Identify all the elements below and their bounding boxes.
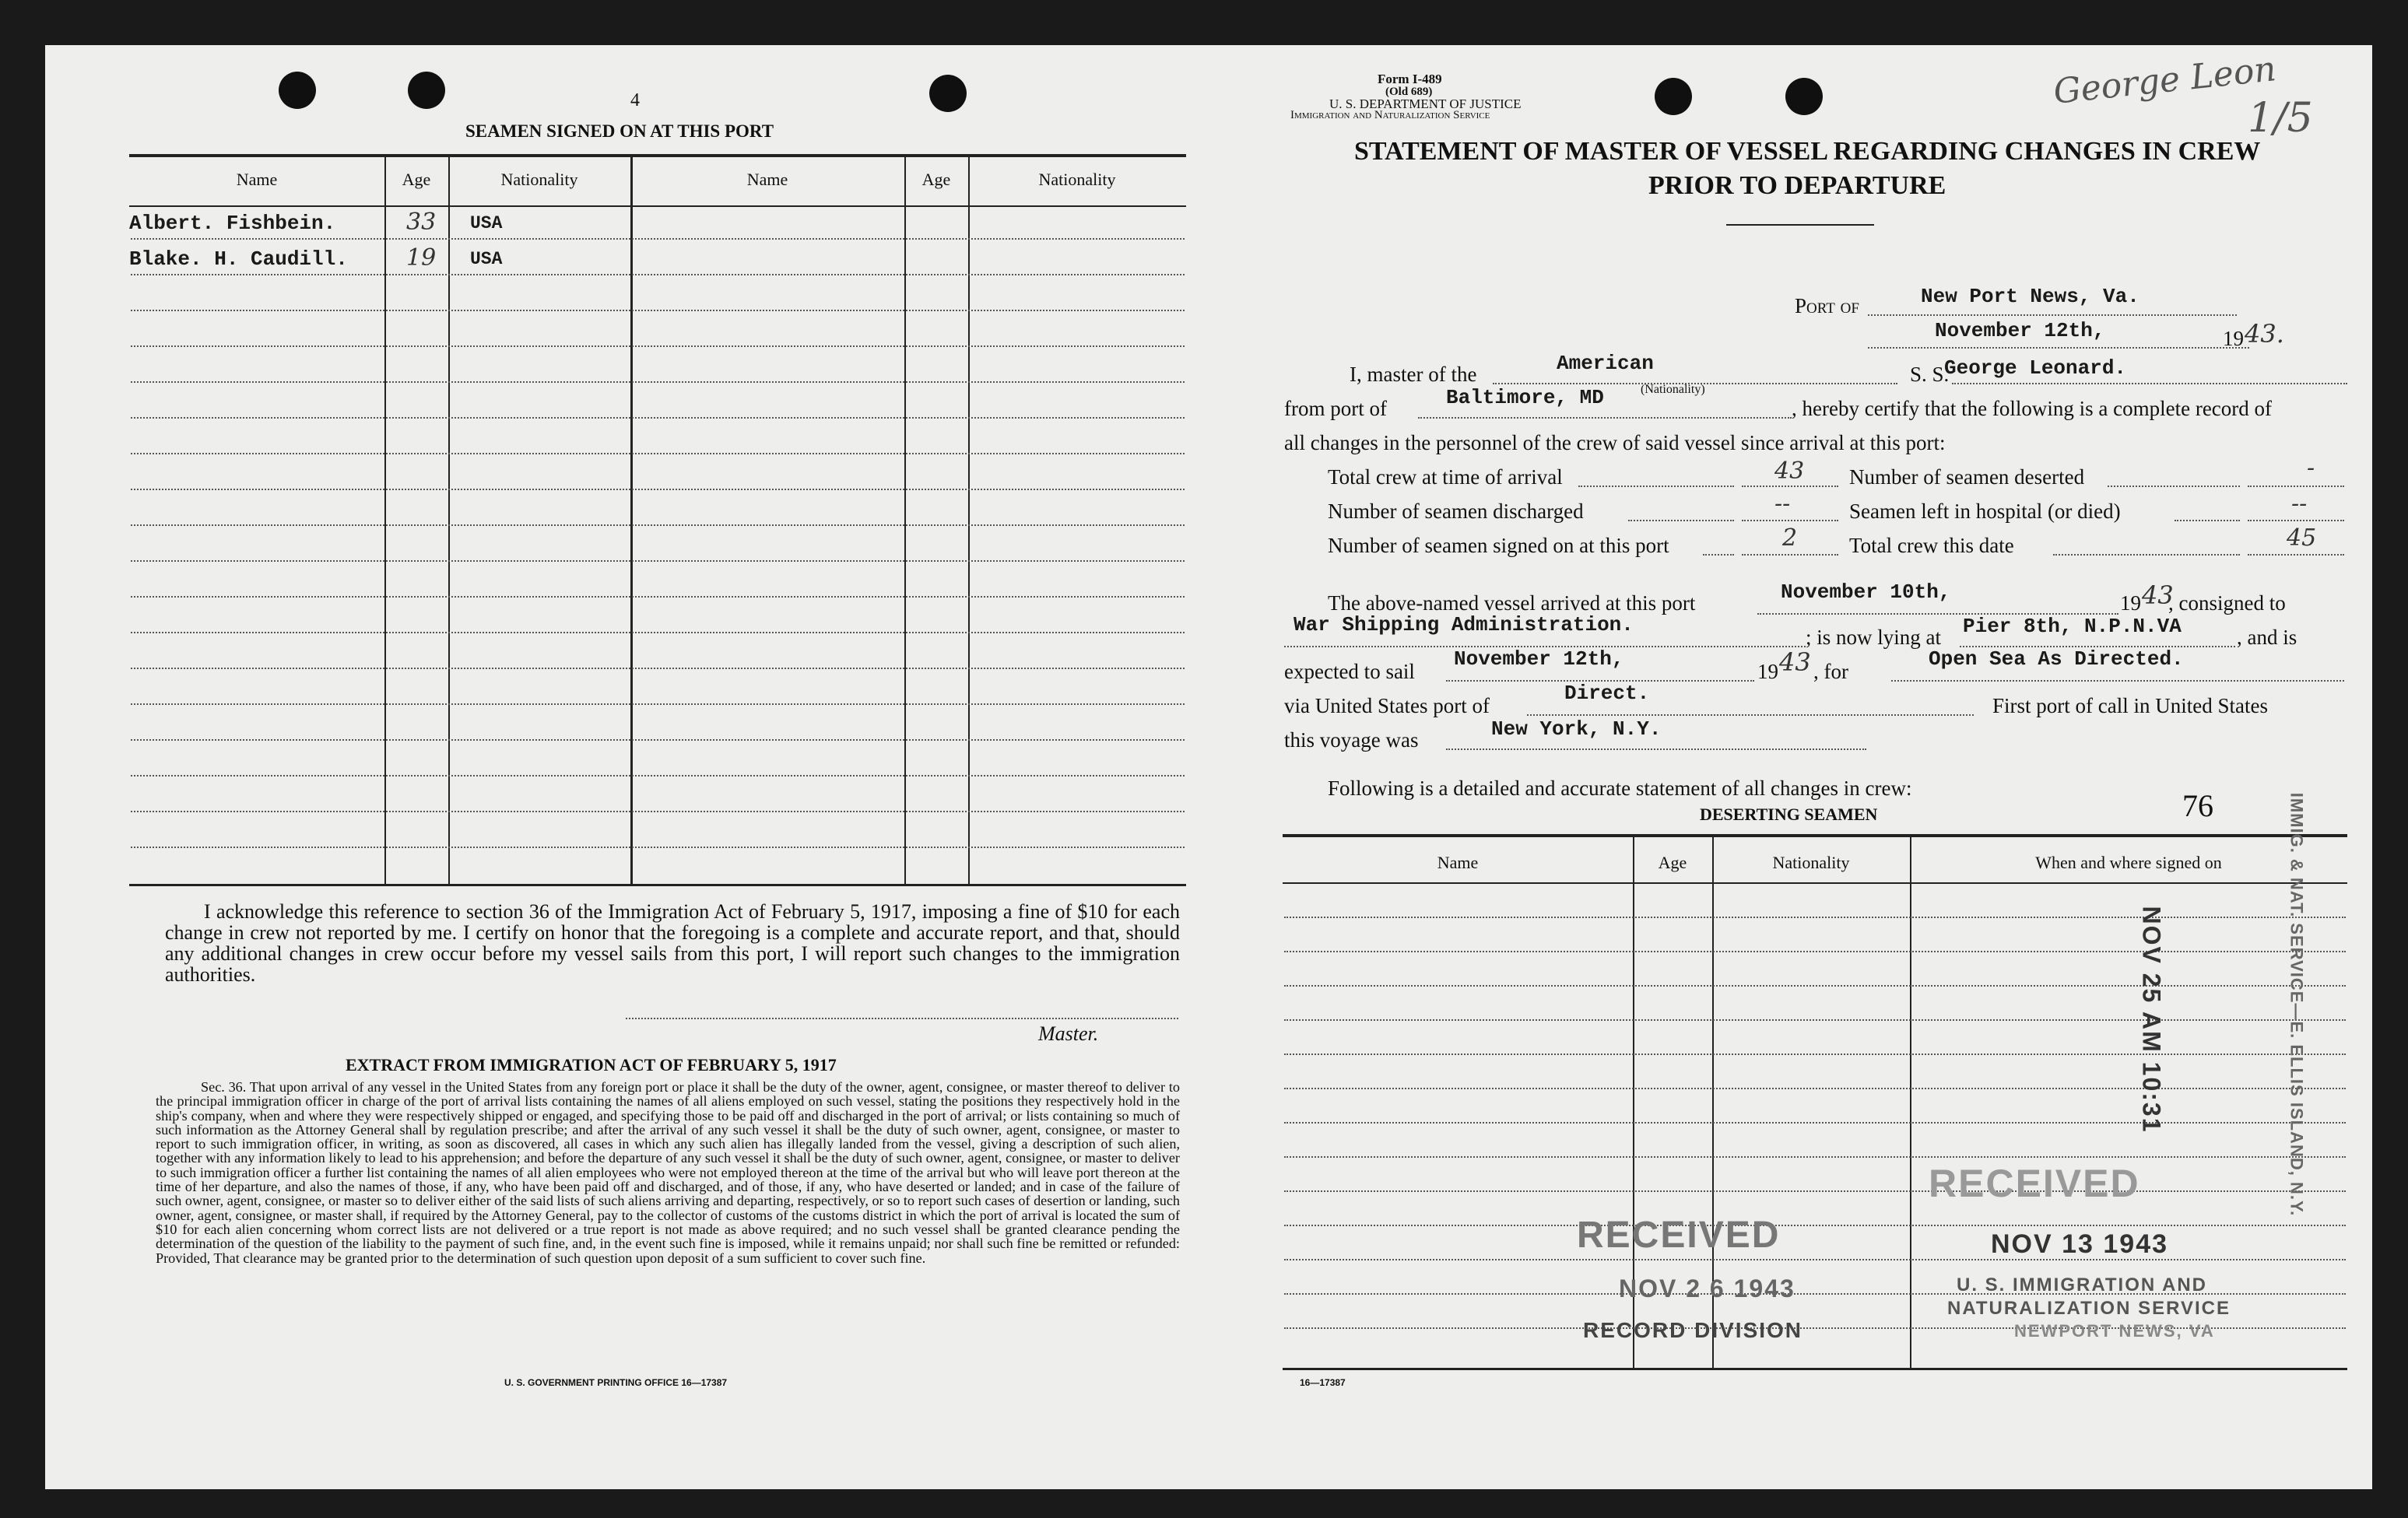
table-top-rule bbox=[129, 154, 1186, 157]
deserting-row-rule bbox=[1284, 917, 2346, 918]
via-port: Direct. bbox=[1564, 682, 1650, 705]
table-row-rule bbox=[131, 453, 1185, 454]
document-sheet bbox=[45, 45, 2372, 1489]
year-prefix: 19 bbox=[2223, 327, 2244, 350]
hospital-label: Seamen left in hospital (or died) bbox=[1849, 500, 2121, 523]
table-row-rule bbox=[131, 596, 1185, 598]
deserting-table-top-rule bbox=[1283, 834, 2347, 837]
deserting-header-name: Name bbox=[1437, 853, 1479, 872]
value-line bbox=[1742, 554, 1838, 556]
deserting-row-rule bbox=[1284, 1053, 2346, 1055]
this-voyage-label: this voyage was bbox=[1284, 728, 1419, 752]
punch-hole bbox=[408, 72, 445, 109]
vertical-service-stamp: IMMIG. & NAT. SERVICE—E. ELLIS ISLAND, N.Y. bbox=[2287, 792, 2307, 1217]
printer-imprint: U. S. GOVERNMENT PRINTING OFFICE 16—17387 bbox=[504, 1377, 728, 1388]
deserting-row-rule bbox=[1284, 1259, 2346, 1260]
ship-name: George Leonard. bbox=[1944, 356, 2127, 380]
column-header-name: Name bbox=[236, 170, 278, 189]
table-row-rule bbox=[131, 847, 1185, 848]
table-row-rule bbox=[131, 345, 1185, 347]
table-row-rule bbox=[131, 703, 1185, 705]
destination-line bbox=[1891, 680, 2344, 682]
deserting-header-when-where: When and where signed on bbox=[2035, 853, 2222, 872]
via-label: via United States port of bbox=[1284, 694, 1490, 717]
for-label: , for bbox=[1813, 660, 1848, 683]
arrived-date: November 10th, bbox=[1781, 580, 1951, 604]
handwritten-mark: 1/5 bbox=[2248, 95, 2313, 142]
seaman-name: Albert. Fishbein. bbox=[129, 212, 336, 235]
ss-label: S. S. bbox=[1910, 363, 1950, 386]
from-port-value: Baltimore, MD bbox=[1446, 386, 1604, 409]
punch-hole bbox=[1785, 78, 1823, 115]
deserting-row-rule bbox=[1284, 985, 2346, 987]
received-stamp-date: NOV 13 1943 bbox=[1991, 1229, 2169, 1259]
expected-label: expected to sail bbox=[1284, 660, 1415, 683]
total-crew-date-label: Total crew this date bbox=[1849, 534, 2014, 557]
discharged-label: Number of seamen discharged bbox=[1328, 500, 1584, 523]
port-value: New Port News, Va. bbox=[1921, 285, 2139, 308]
seaman-age: 19 bbox=[406, 244, 437, 272]
table-row-rule bbox=[131, 489, 1185, 490]
deserting-row-rule bbox=[1284, 951, 2346, 952]
date-line bbox=[1868, 347, 2249, 349]
seaman-name: Blake. H. Caudill. bbox=[129, 247, 348, 271]
arrived-label: The above-named vessel arrived at this port bbox=[1328, 591, 1696, 615]
column-header-name: Name bbox=[746, 170, 788, 189]
deserted-label: Number of seamen deserted bbox=[1849, 465, 2085, 489]
deserting-row-rule bbox=[1284, 1225, 2346, 1226]
leader-dots bbox=[1578, 486, 1734, 487]
deserting-row-rule bbox=[1284, 1156, 2346, 1158]
service-stamp-line: NATURALIZATION SERVICE bbox=[1947, 1298, 2231, 1319]
lying-label: ; is now lying at bbox=[1806, 626, 1941, 649]
from-port-line bbox=[1418, 417, 1792, 419]
table-row-rule bbox=[131, 238, 1185, 240]
page-number: 4 bbox=[630, 90, 640, 110]
ship-line bbox=[1952, 383, 2347, 384]
column-header-age: Age bbox=[402, 170, 431, 189]
value-line bbox=[1742, 520, 1838, 521]
deserting-column-divider bbox=[1910, 836, 1911, 1368]
seaman-nationality: USA bbox=[470, 213, 503, 233]
department-name: U. S. DEPARTMENT OF JUSTICE bbox=[1329, 96, 1522, 111]
punch-hole bbox=[279, 72, 316, 109]
table-row-rule bbox=[131, 668, 1185, 669]
deserting-header-age: Age bbox=[1658, 853, 1687, 872]
column-header-age: Age bbox=[921, 170, 951, 189]
deserting-row-rule bbox=[1284, 1190, 2346, 1192]
value-line bbox=[2248, 554, 2344, 556]
following-label: Following is a detailed and accurate statement of all changes in crew: bbox=[1328, 777, 1912, 800]
leader-dots bbox=[1703, 554, 1734, 556]
service-stamp-line: U. S. IMMIGRATION AND bbox=[1957, 1274, 2207, 1295]
arrived-year: 43 bbox=[2142, 580, 2174, 610]
table-header-rule bbox=[129, 205, 1186, 207]
extract-text: Sec. 36. That upon arrival of any vessel in the United States from any foreign port or place it shall be the duty of the owner, agent, consignee, or master thereof to deliver to the principal immigration officer in charge of the port of arrival lists containing the names of all aliens employed on such vessel, stating the positions they respectively hold in the ship's company, when and where they were respectively shipped or engaged, and specifying those to be paid off and discharged in the port of arrival; or lists containing so much of such information as the Attorney General shall by regulation prescribe; and after the arrival of any such vessel it shall be the duty of such owner, agent, consignee, or master to report to such immigration officer, in writing, as soon as discovered, all cases in which any such alien has illegally landed from the vessel, giving a description of such alien, together with any information likely to lead to his apprehension; and before the departure of any such vessel it shall be the duty of such owner, agent, consignee, or master to deliver to such immigration officer a further list containing the names of all alien employees who were not employed thereon at the time of the arrival but who will leave port thereon at the time of her departure, and also the names of those, if any, who have been paid off and discharged, and of those, if any, who have deserted or landed; and in case of the failure of such owner, agent, consignee, or master so to deliver either of the said lists of such aliens arriving and departing, respectively, or so to report such cases of desertion or landing, such owner, agent, consignee, or master shall, if required by the Attorney General, pay to the collector of customs of the customs district in which the port of arrival is located the sum of $10 for each alien concerning whom correct lists are not delivered or a true report is not made as above required; and no such vessel shall be granted clearance pending the determination of the question of the liability to the payment of such fine, and, in the event such fine is imposed, while it remains unpaid; nor shall such fine be remitted or refunded: Provided, That clearance may be granted prior to the determination of such question upon deposit of a sum sufficient to cover such fine. bbox=[156, 1079, 1180, 1266]
form-title-line2: PRIOR TO DEPARTURE bbox=[1648, 171, 1946, 200]
first-port-value: New York, N.Y. bbox=[1491, 717, 1662, 741]
deserting-table-bottom-rule bbox=[1283, 1368, 2347, 1370]
title-underline bbox=[1726, 224, 1874, 226]
lying-at: Pier 8th, N.P.N.VA bbox=[1963, 615, 2182, 638]
section-title: SEAMEN SIGNED ON AT THIS PORT bbox=[465, 121, 774, 141]
deserting-row-rule bbox=[1284, 1122, 2346, 1124]
discharged-value: -- bbox=[1774, 490, 1791, 517]
from-port-label: from port of bbox=[1284, 397, 1387, 420]
year-prefix: 19 bbox=[2120, 591, 2141, 615]
table-row-rule bbox=[131, 739, 1185, 741]
deserting-header-nationality: Nationality bbox=[1772, 853, 1850, 872]
printer-imprint: 16—17387 bbox=[1300, 1377, 1346, 1388]
page-mark: 76 bbox=[2182, 788, 2213, 823]
destination: Open Sea As Directed. bbox=[1929, 647, 2184, 671]
punch-hole bbox=[1655, 78, 1692, 115]
extract-title: EXTRACT FROM IMMIGRATION ACT OF FEBRUARY 5, 1917 bbox=[346, 1055, 837, 1075]
leader-dots bbox=[2108, 486, 2240, 487]
consigned-label: , consigned to bbox=[2168, 591, 2286, 615]
port-label: Port of bbox=[1795, 294, 1859, 317]
handwritten-name: George Leon bbox=[2052, 49, 2278, 112]
signed-on-label: Number of seamen signed on at this port bbox=[1328, 534, 1669, 557]
table-row-rule bbox=[131, 274, 1185, 275]
sail-date: November 12th, bbox=[1454, 647, 1624, 671]
via-line bbox=[1527, 714, 1974, 716]
table-bottom-rule bbox=[129, 884, 1186, 886]
total-crew-date-value: 45 bbox=[2287, 524, 2317, 552]
master-signature-line bbox=[626, 1018, 1178, 1019]
table-row-rule bbox=[131, 560, 1185, 562]
signed-on-value: 2 bbox=[1782, 524, 1798, 552]
form-title-line1: STATEMENT OF MASTER OF VESSEL REGARDING CHANGES IN CREW bbox=[1354, 137, 2261, 166]
leader-dots bbox=[1628, 520, 1734, 521]
consignee: War Shipping Administration. bbox=[1294, 613, 1634, 636]
acknowledgement-text: I acknowledge this reference to section 36 of the Immigration Act of February 5, 1917, imposing a fine of $10 for each change in crew not reported by me. I certify on honor that the foregoing is a complete and accurate report, and that, should any additional changes in crew occur before my vessel sails from this port, I will report such changes to the immigration authorities. bbox=[165, 900, 1180, 986]
hospital-value: -- bbox=[2291, 490, 2308, 517]
date-value: November 12th, bbox=[1935, 319, 2105, 342]
and-is: , and is bbox=[2237, 626, 2297, 649]
port-line bbox=[1868, 314, 2237, 316]
table-row-rule bbox=[131, 417, 1185, 419]
deserted-value: - bbox=[2307, 454, 2315, 482]
table-row-rule bbox=[131, 524, 1185, 526]
certify-text: , hereby certify that the following is a complete record of bbox=[1792, 397, 2273, 420]
nationality-caption: (Nationality) bbox=[1641, 383, 1705, 396]
year-prefix: 19 bbox=[1757, 660, 1778, 683]
master-of-label: I, master of the bbox=[1350, 363, 1477, 386]
leader-dots bbox=[2053, 554, 2240, 556]
punch-hole bbox=[929, 75, 967, 112]
table-row-rule bbox=[131, 811, 1185, 812]
record-division-stamp: RECORD DIVISION bbox=[1583, 1318, 1803, 1342]
master-label: Master. bbox=[1038, 1022, 1099, 1045]
received-stamp-date: NOV 2 6 1943 bbox=[1619, 1274, 1795, 1302]
sail-year: 43 bbox=[1779, 647, 1811, 677]
first-port-line bbox=[1446, 748, 1866, 750]
value-line bbox=[1742, 486, 1838, 487]
deserting-row-rule bbox=[1284, 1088, 2346, 1089]
first-port-label: First port of call in United States bbox=[1992, 694, 2268, 717]
seaman-age: 33 bbox=[406, 209, 437, 236]
changes-text: all changes in the personnel of the crew of said vessel since arrival at this port: bbox=[1284, 431, 1946, 454]
nationality-value: American bbox=[1557, 352, 1654, 375]
table-row-rule bbox=[131, 381, 1185, 383]
value-line bbox=[2248, 520, 2344, 521]
column-header-nationality: Nationality bbox=[1038, 170, 1116, 189]
received-stamp: RECEIVED bbox=[1577, 1215, 1781, 1256]
total-crew-arrival-value: 43 bbox=[1774, 458, 1805, 485]
date-year: 43. bbox=[2245, 319, 2284, 349]
deserting-table-header-rule bbox=[1283, 882, 2347, 884]
total-crew-arrival-label: Total crew at time of arrival bbox=[1328, 465, 1563, 489]
service-stamp-line: NEWPORT NEWS, VA bbox=[2014, 1321, 2215, 1341]
table-row-rule bbox=[131, 310, 1185, 311]
service-name: Immigration and Naturalization Service bbox=[1290, 109, 1490, 121]
leader-dots bbox=[2175, 520, 2240, 521]
column-header-nationality: Nationality bbox=[500, 170, 578, 189]
received-stamp: RECEIVED bbox=[1929, 1162, 2140, 1205]
deserting-title: DESERTING SEAMEN bbox=[1700, 805, 1878, 824]
deserting-row-rule bbox=[1284, 1019, 2346, 1021]
form-number: Form I-489 bbox=[1378, 72, 1442, 86]
table-row-rule bbox=[131, 632, 1185, 633]
value-line bbox=[2248, 486, 2344, 487]
table-row-rule bbox=[131, 775, 1185, 777]
form-old-number: (Old 689) bbox=[1385, 86, 1433, 98]
vertical-time-stamp: NOV 25 AM 10:31 bbox=[2137, 906, 2166, 1134]
seaman-nationality: USA bbox=[470, 249, 503, 269]
